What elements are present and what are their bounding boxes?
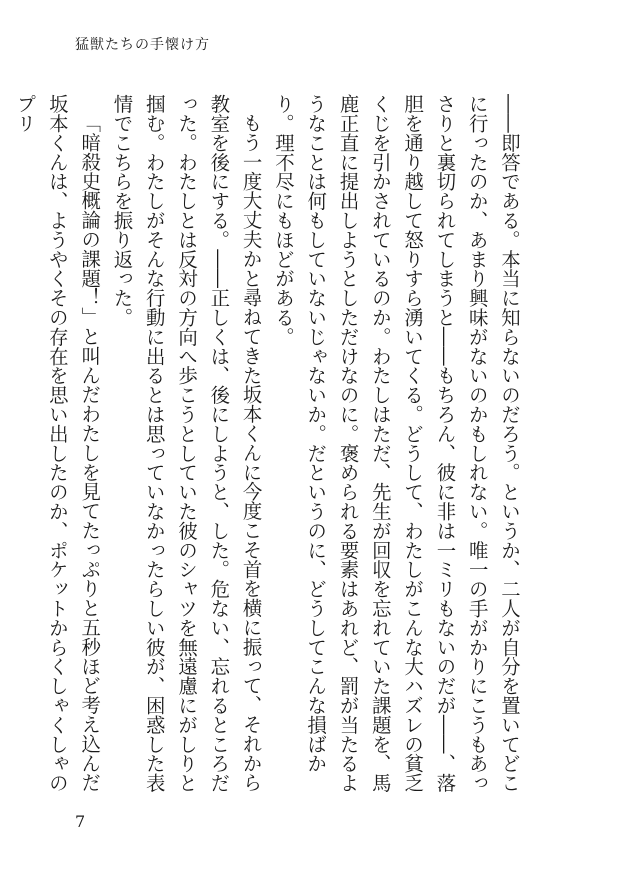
running-title: 猛獣たちの手懐け方 [75, 37, 210, 53]
body-text [8, 94, 525, 794]
paragraph: 「暗殺史概論の課題！」と叫んだわたしを見てたっぷりと五秒ほど考え込んだ坂本くんは、ようやくその存在を思い出したのか、ポケットからくしゃくしゃのプリ [13, 94, 102, 793]
page-number: 7 [75, 812, 86, 831]
paragraph: もう一度大丈夫かと尋ねてきた坂本くんに今度こそ首を横に振って、それから教室を後にする。――正しくは、後にしようと、した。危ない、忘れるところだった。わたしとは反対の方向へ歩こうとしていた彼のシャツを無遠慮にがしりと掴む。わたしがそんな行動に出るとは思っていなかったらしい彼が、困惑した表情でこちらを振り返った。 [110, 94, 263, 793]
paragraph: ――即答である。本当に知らないのだろう。というか、二人が自分を置いてどこに行ったのか、あまり興味がないのかもしれない。唯一の手がかりにこうもあっさりと裏切られてしまうと――もちろん、彼に非は一ミリもないのだが――、落胆を通り越して怒りすら湧いてくる。どうして、わたしがこんな大ハズレの貧乏くじを引かされているのか。わたしはただ、先生が回収を忘れていた課題を、馬鹿正直に提出しようとしただけなのに。褒められる要素はあれど、罰が当たるようなことは何もしていないじゃないか。だというのに、どうしてこんな損ばかり。理不尽にもほどがある。 [271, 94, 521, 793]
